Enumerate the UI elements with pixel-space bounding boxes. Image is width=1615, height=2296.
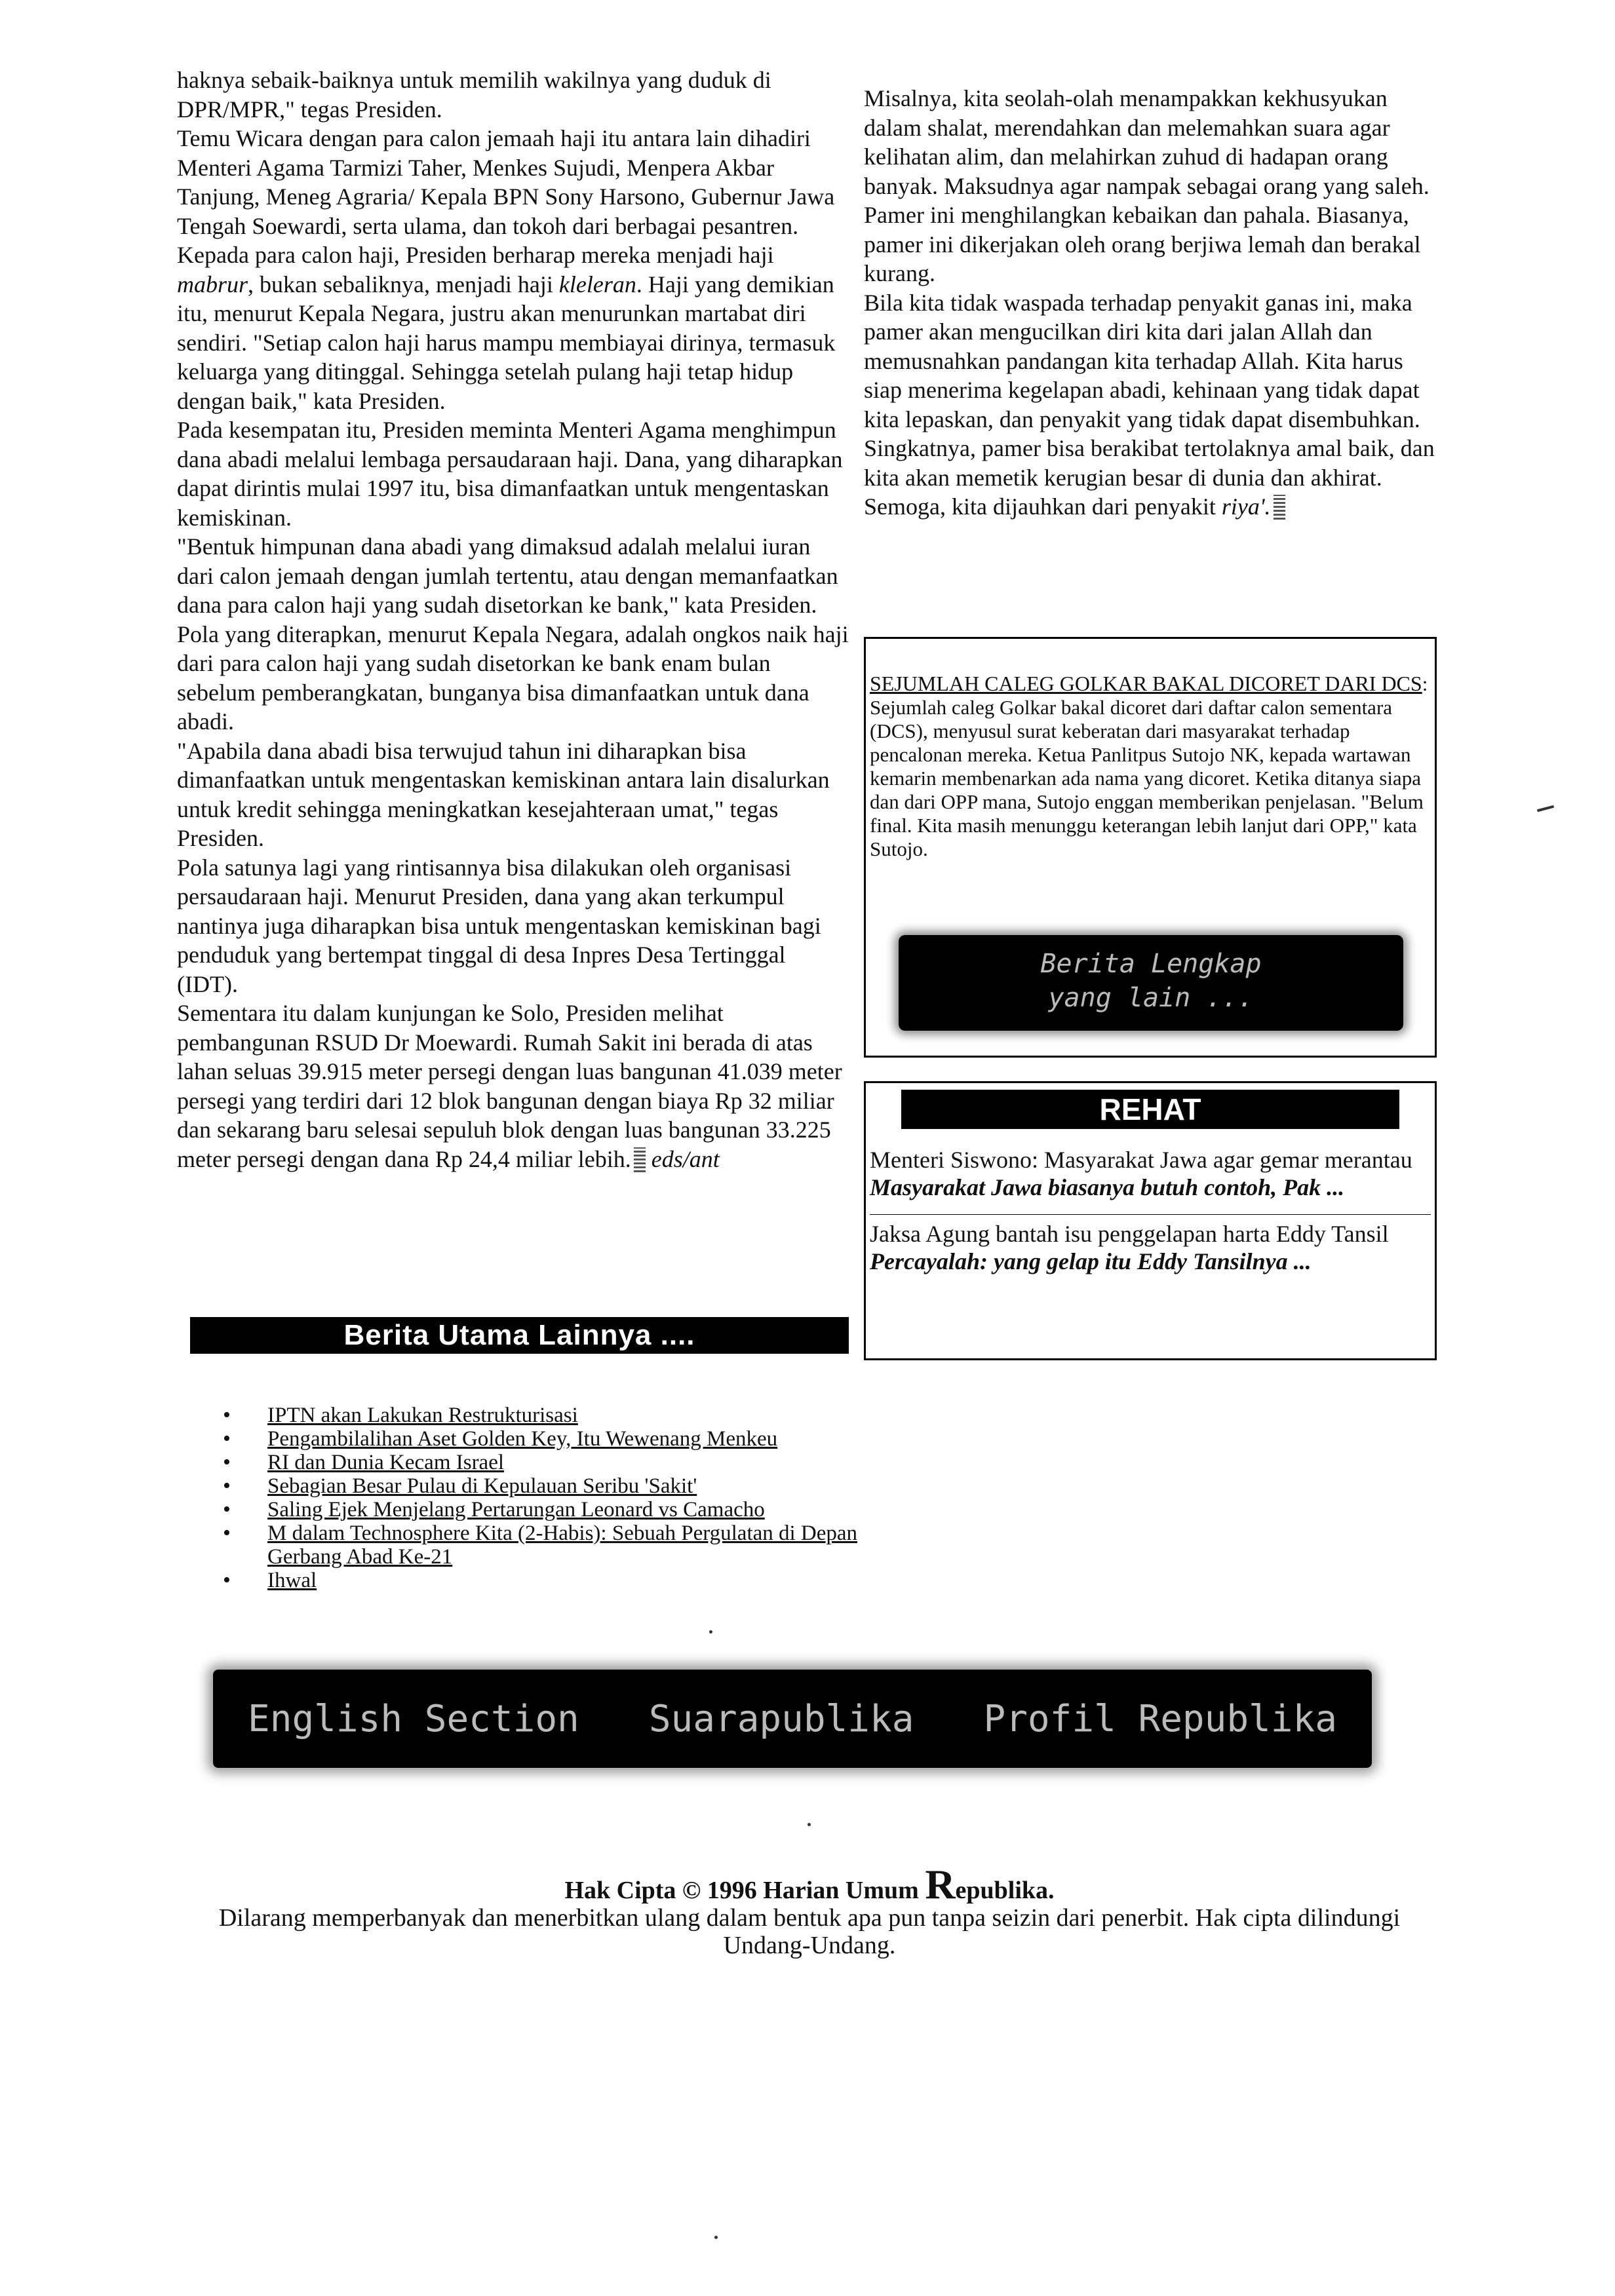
scan-speck bbox=[808, 1823, 811, 1826]
list-item bbox=[223, 1427, 878, 1451]
list-item bbox=[223, 1498, 878, 1521]
copyright-disclaimer: Dilarang memperbanyak dan menerbitkan ulang dalam bentuk apa pun tanpa seizin dari penerbit. Hak cipta dilindungi Undang-Undang. bbox=[218, 1904, 1401, 1959]
more-news-label-1: Berita Lengkap bbox=[1040, 949, 1262, 979]
rehat-box bbox=[864, 1081, 1437, 1360]
article-paragraph: Pola yang diterapkan, menurut Kepala Negara, adalah ongkos naik haji dari para calon haji yang sudah disetorkan ke bank enam bulan sebelum pemberangkatan, bunganya bisa dimanfaatkan untuk dana abadi. bbox=[177, 621, 849, 735]
article-paragraph: Pada kesempatan itu, Presiden meminta Menteri Agama menghimpun dana abadi melalui lembaga persaudaraan haji. Dana, yang diharapkan dapat dirintis mulai 1997 itu, bisa dimanfaatkan untuk mengentaskan kemiskinan. bbox=[177, 417, 843, 531]
list-item bbox=[223, 1521, 878, 1569]
copyright-line: Hak Cipta © 1996 Harian Umum Republika. bbox=[564, 1861, 1055, 1907]
section-header-berita-utama: Berita Utama Lainnya .... bbox=[190, 1317, 849, 1354]
end-mark-icon bbox=[1274, 495, 1285, 520]
more-news-label-2: yang lain ... bbox=[1048, 983, 1254, 1013]
article-continuation-left bbox=[177, 66, 849, 1174]
list-item bbox=[223, 1569, 878, 1592]
news-box-text bbox=[870, 672, 1431, 861]
list-item bbox=[223, 1451, 878, 1474]
more-news-button[interactable] bbox=[899, 935, 1403, 1031]
news-link[interactable]: Saling Ejek Menjelang Pertarungan Leonard vs Camacho bbox=[267, 1498, 765, 1521]
list-item bbox=[223, 1404, 878, 1427]
scan-speck bbox=[709, 1630, 712, 1634]
article-paragraph: "Bentuk himpunan dana abadi yang dimaksud adalah melalui iuran dari calon jemaah dengan jumlah tertentu, atau dengan memanfaatkan dana para calon haji yang sudah disetorkan ke bank," kata Presiden. bbox=[177, 533, 838, 618]
article-paragraph: "Apabila dana abadi bisa terwujud tahun ini diharapkan bisa dimanfaatkan untuk mengentaskan kemiskinan antara lain disalurkan untuk kredit sehingga meningkatkan kesejahteraan umat," tegas Presiden. bbox=[177, 737, 830, 851]
article-paragraph: Kepada para calon haji, Presiden berharap mereka menjadi haji mabrur, bukan sebaliknya, menjadi haji kleleran. Haji yang demikian itu, menurut Kepala Negara, justru akan menurunkan martabat diri sendiri. "Setiap calon haji harus mampu membiayai dirinya, termasuk keluarga yang ditinggal. Sehingga setelah pulang haji tetap hidup dengan baik," kata Presiden. bbox=[177, 242, 836, 414]
rehat-question: Jaksa Agung bantah isu penggelapan harta Eddy Tansil bbox=[870, 1221, 1389, 1247]
news-link[interactable]: M dalam Technosphere Kita (2-Habis): Sebuah Pergulatan di Depan Gerbang Abad Ke-21 bbox=[267, 1521, 858, 1569]
list-item bbox=[223, 1474, 878, 1498]
news-link[interactable]: Ihwal bbox=[267, 1569, 317, 1592]
article-continuation-right bbox=[864, 84, 1441, 522]
rehat-answer: Masyarakat Jawa biasanya butuh contoh, Pak ... bbox=[870, 1174, 1345, 1200]
copyright-notice bbox=[177, 1861, 1442, 1959]
news-link[interactable]: Sebagian Besar Pulau di Kepulauan Seribu 'Sakit' bbox=[267, 1474, 697, 1498]
news-link-list bbox=[223, 1404, 878, 1592]
news-link[interactable]: Pengambilalihan Aset Golden Key, Itu Wewenang Menkeu bbox=[267, 1427, 778, 1451]
rehat-title: REHAT bbox=[901, 1090, 1399, 1129]
nav-english-section[interactable]: English Section bbox=[248, 1697, 579, 1740]
scan-speck bbox=[714, 2236, 718, 2239]
news-box-caleg bbox=[864, 637, 1437, 1058]
nav-profil-republika[interactable]: Profil Republika bbox=[983, 1697, 1337, 1740]
rehat-answer: Percayalah: yang gelap itu Eddy Tansilnya ... bbox=[870, 1248, 1312, 1274]
news-summary: : Sejumlah caleg Golkar bakal dicoret dari daftar calon sementara (DCS), menyusul surat keberatan dari masyarakat terhadap pencalonan mereka. Ketua Panlitpus Sutojo NK, kepada wartawan kemarin membenarkan ada nama yang dicoret. Ketika ditanya siapa dan dari OPP mana, Sutojo enggan memberikan penjelasan. "Belum final. Kita masih menunggu keterangan lebih lanjut dari OPP," kata Sutojo. bbox=[870, 672, 1428, 860]
article-paragraph: Pola satunya lagi yang rintisannya bisa dilakukan oleh organisasi persaudaraan haji. Menurut Presiden, dana yang akan terkumpul nantinya juga diharapkan bisa untuk mengentaskan kemiskinan bagi penduduk yang bertempat tinggal di desa Inpres Desa Tertinggal (IDT). bbox=[177, 854, 821, 997]
rehat-item bbox=[870, 1141, 1431, 1201]
article-paragraph: Misalnya, kita seolah-olah menampakkan kekhusyukan dalam shalat, merendahkan dan melemahkan suara agar kelihatan alim, dan melahirkan zuhud di hadapan orang banyak. Maksudnya agar nampak sebagai orang yang saleh. Pamer ini menghilangkan kebaikan dan pahala. Biasanya, pamer ini dikerjakan oleh orang berjiwa lemah dan berakal kurang. bbox=[864, 85, 1430, 286]
nav-suarapublika[interactable]: Suarapublika bbox=[648, 1697, 914, 1740]
article-paragraph: Sementara itu dalam kunjungan ke Solo, Presiden melihat pembangunan RSUD Dr Moewardi. Rumah Sakit ini berada di atas lahan seluas 39.915 meter persegi dengan luas bangunan 41.039 meter persegi yang terdiri dari 12 blok bangunan dengan biaya Rp 32 miliar dan sekarang baru selesai sepuluh blok dengan luas bangunan 33.225 meter persegi dengan dana Rp 24,4 miliar lebih. eds/ant bbox=[177, 1000, 842, 1172]
news-link[interactable]: IPTN akan Lakukan Restrukturisasi bbox=[267, 1404, 578, 1427]
footer-nav-bar bbox=[213, 1670, 1372, 1768]
scan-mark bbox=[1537, 805, 1554, 813]
rehat-item bbox=[870, 1214, 1431, 1275]
news-link[interactable]: RI dan Dunia Kecam Israel bbox=[267, 1451, 505, 1474]
rehat-question: Menteri Siswono: Masyarakat Jawa agar gemar merantau bbox=[870, 1147, 1412, 1173]
article-paragraph: Bila kita tidak waspada terhadap penyakit ganas ini, maka pamer akan mengucilkan diri kita dari jalan Allah dan memusnahkan pandangan kita terhadap Allah. Kita harus siap menerima kegelapan abadi, kehinaan yang tidak dapat kita lepaskan, dan penyakit yang tidak dapat disembuhkan. Singkatnya, pamer bisa berakibat tertolaknya amal baik, dan kita akan memetik kerugian besar di dunia dan akhirat. Semoga, kita dijauhkan dari penyakit riya'. bbox=[864, 289, 1435, 520]
end-mark-icon bbox=[634, 1147, 646, 1172]
article-paragraph: haknya sebaik-baiknya untuk memilih wakilnya yang duduk di DPR/MPR," tegas Presiden. bbox=[177, 67, 771, 123]
article-paragraph: Temu Wicara dengan para calon jemaah haji itu antara lain dihadiri Menteri Agama Tarmizi Taher, Menkes Sujudi, Menpera Akbar Tanjung, Meneg Agraria/ Kepala BPN Sony Harsono, Gubernur Jawa Tengah Soewardi, serta ulama, dan tokoh dari berbagai pesantren. bbox=[177, 125, 835, 239]
author-signature: eds/ant bbox=[651, 1145, 720, 1172]
news-headline-link[interactable]: SEJUMLAH CALEG GOLKAR BAKAL DICORET DARI DCS bbox=[870, 672, 1422, 695]
